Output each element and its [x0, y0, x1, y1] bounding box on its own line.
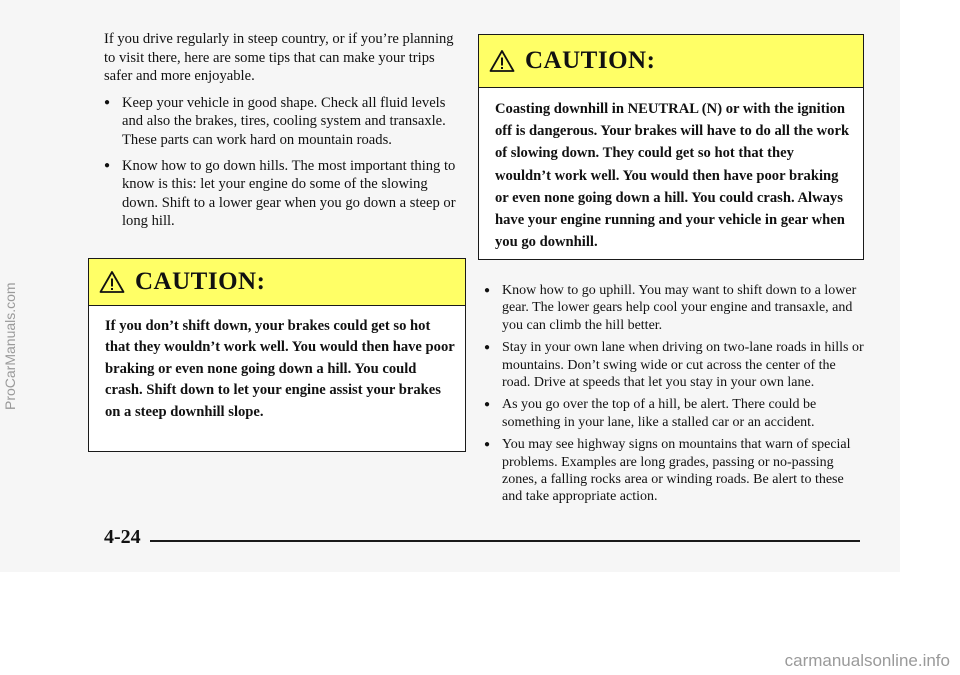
list-item: ● Know how to go uphill. You may want to shift down to a lower gear. The lower gears help cool your engine and transaxle, and you can climb the hill better. — [484, 283, 857, 333]
bullet-icon: ● — [104, 96, 111, 108]
bullet-icon: ● — [484, 342, 491, 354]
caution-text: Coasting downhill in NEUTRAL (N) or with the ignition off is dangerous. Your brakes will have to do all the work of slowing down. They could get so hot that they wouldn’t work well. You would then have poor braking or even none going down a hill. You could crash. Always have your engine running and your vehicle in gear when you go downhill. — [495, 101, 850, 251]
bullet-icon: ● — [104, 159, 111, 171]
warning-triangle-icon — [489, 49, 515, 73]
list-item: ● You may see highway signs on mountains that warn of special problems. Examples are long grades, passing or no-passing zones, a falling rocks area or winding roads. Be alert to these and take appropriate action. — [484, 437, 851, 505]
footer-rule — [150, 540, 860, 542]
bullet-icon: ● — [484, 439, 491, 451]
warning-triangle-icon — [99, 270, 125, 294]
caution-box-shift-down — [88, 258, 466, 452]
right-column — [484, 282, 864, 511]
bullet-icon: ● — [484, 285, 491, 296]
caution-header — [479, 35, 863, 88]
side-watermark: ProCarManuals.com — [2, 282, 18, 410]
right-bullet-list — [484, 282, 864, 506]
list-item: ● As you go over the top of a hill, be alert. There could be something in your lane, like a stalled car or an accident. — [484, 397, 817, 430]
list-item: ● Stay in your own lane when driving on two-lane roads in hills or mountains. Don’t swing wide or cut across the center of the road. Drive at speeds that let you stay in your own lane. — [484, 340, 864, 391]
list-item: ● Know how to go down hills. The most important thing to know is this: let your engine do some of the slowing down. Shift to a lower gear when you go down a steep or long hill. — [104, 157, 456, 230]
list-item: ● Keep your vehicle in good shape. Check all fluid levels and also the brakes, tires, cooling system and transaxle. These parts can work hard on mountain roads. — [104, 94, 446, 148]
caution-title: CAUTION: — [135, 268, 266, 295]
caution-text: If you don’t shift down, your brakes could get so hot that they wouldn’t work well. You would then have poor braking or even none going down a hill. You could crash. Shift down to let your engine assist your brakes on a steep downhill slope. — [105, 318, 455, 420]
caution-box-coasting — [478, 34, 864, 260]
caution-header — [89, 259, 465, 306]
left-bullet-list — [104, 94, 466, 231]
bullet-icon: ● — [484, 399, 491, 411]
page-number: 4-24 — [104, 526, 141, 548]
caution-title: CAUTION: — [525, 47, 656, 74]
left-column — [104, 30, 466, 238]
bottom-watermark: carmanualsonline.info — [784, 651, 950, 670]
intro-paragraph: If you drive regularly in steep country, or if you’re planning to visit there, here are some tips that can make your trips safer and more enjoyable. — [104, 31, 454, 85]
